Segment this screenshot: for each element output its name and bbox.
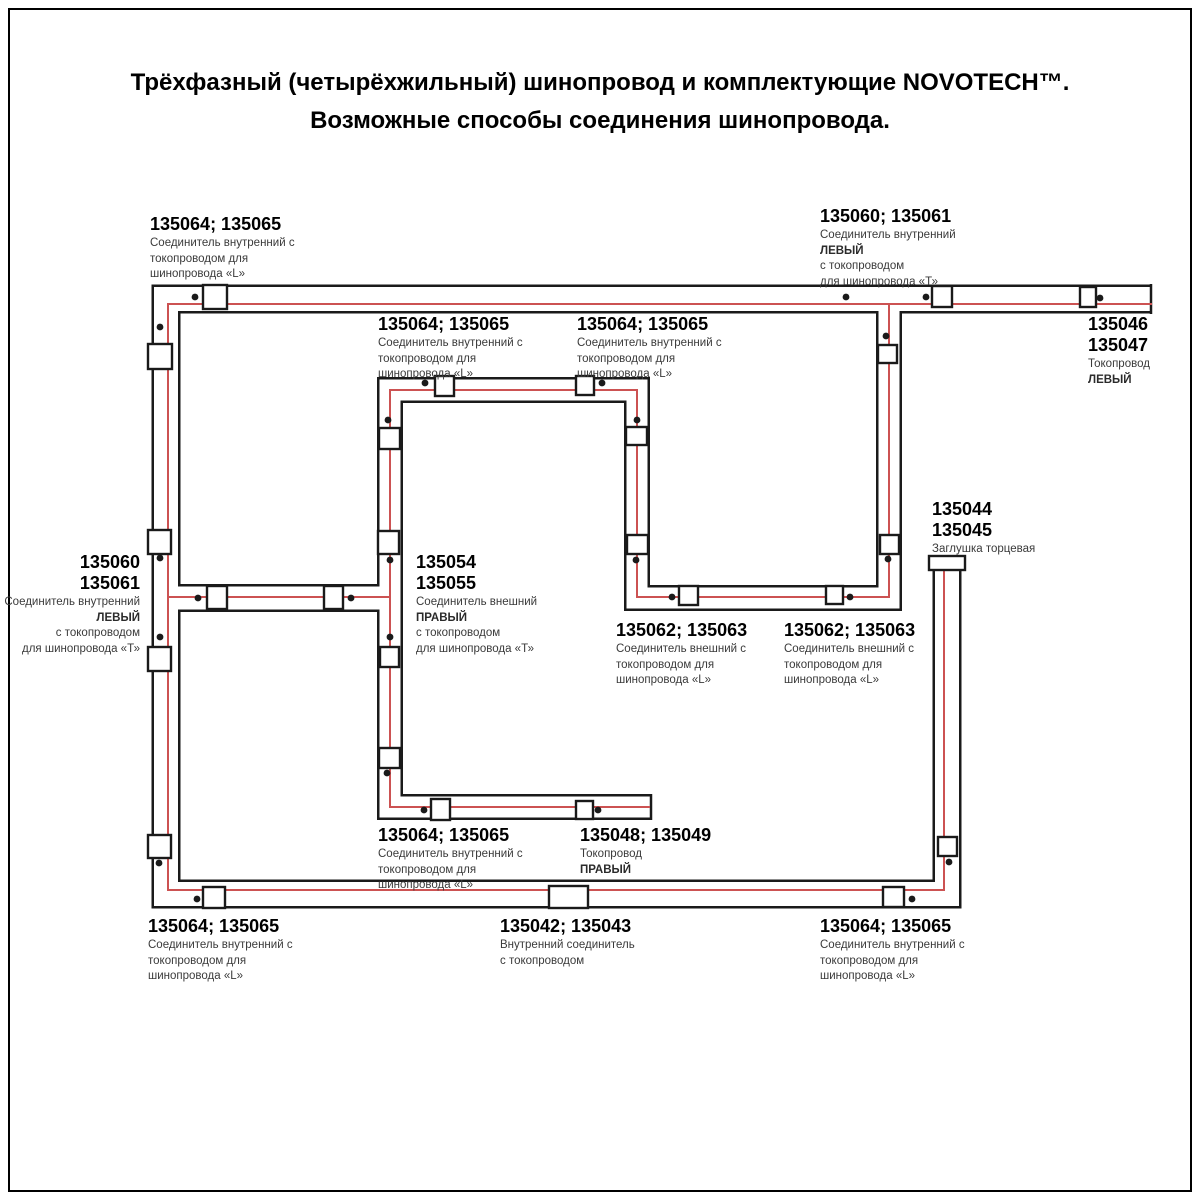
part-description-line: токопроводом для (378, 352, 477, 365)
part-description-line: с токопроводом (416, 627, 501, 639)
part-number: 135042; 135043 (500, 916, 632, 936)
part-label (932, 499, 1035, 557)
connector-box (379, 428, 400, 449)
part-number: 135064; 135065 (378, 825, 510, 845)
part-description-line: токопроводом для (616, 658, 715, 671)
end-cap (929, 556, 965, 570)
part-description-line: Соединитель внешний с (616, 643, 747, 655)
part-description-line: ЛЕВЫЙ (1088, 373, 1132, 386)
part-description-line: шинопровода «L» (577, 368, 673, 380)
part-description-line: ЛЕВЫЙ (820, 244, 864, 257)
part-description-line: шинопровода «L» (784, 674, 880, 686)
part-label (820, 206, 956, 289)
part-number: 135064; 135065 (150, 214, 282, 234)
part-number: 135064; 135065 (378, 314, 510, 334)
part-label (4, 552, 140, 656)
junction-dot (156, 860, 163, 867)
junction-dot (946, 859, 953, 866)
part-description-line: Соединитель внешний с (784, 643, 915, 655)
part-label (148, 916, 293, 984)
part-label (616, 620, 747, 688)
part-description-line: шинопровода «L» (150, 268, 246, 280)
connector-box (324, 586, 343, 609)
part-description-line: шинопровода «L» (148, 970, 244, 982)
part-description-line: Токопровод (1088, 358, 1150, 370)
part-label (500, 916, 635, 968)
part-number: 135055 (416, 573, 477, 593)
junction-dot (157, 634, 164, 641)
part-description-line: Соединитель внутренний (4, 596, 140, 608)
connector-box (576, 801, 593, 819)
connector-box (679, 586, 698, 605)
part-label (378, 825, 523, 893)
connector-box (878, 345, 897, 363)
junction-dot (1097, 295, 1104, 302)
connector-box (549, 886, 588, 908)
connector-box (932, 286, 952, 307)
part-description-line: Внутренний соединитель (500, 939, 635, 951)
part-description-line: Соединитель внутренний с (577, 337, 722, 349)
part-description-line: ПРАВЫЙ (580, 863, 632, 876)
connector-box (380, 647, 399, 667)
part-description-line: ПРАВЫЙ (416, 611, 468, 624)
junction-dot (595, 807, 602, 814)
junction-dot (909, 896, 916, 903)
junction-dot (195, 595, 202, 602)
part-description-line: Заглушка торцевая (932, 543, 1036, 555)
part-number: 135060 (79, 552, 140, 572)
part-number: 135047 (1088, 335, 1149, 355)
connector-box (883, 887, 904, 907)
part-description-line: токопроводом для (577, 352, 676, 365)
part-description-line: с токопроводом (500, 954, 585, 967)
part-description-line: Соединитель внутренний с (378, 337, 523, 349)
junction-dot (633, 557, 640, 564)
junction-dot (385, 417, 392, 424)
part-number: 135064; 135065 (820, 916, 952, 936)
part-number: 135062; 135063 (616, 620, 748, 640)
part-description-line: Соединитель внутренний с (820, 939, 965, 951)
part-description-line: для шинопровода «Т» (820, 275, 938, 288)
junction-dot (883, 333, 890, 340)
part-description-line: токопроводом для (148, 954, 247, 967)
connector-box (379, 748, 400, 768)
junction-dot (669, 594, 676, 601)
part-description-line: токопроводом для (784, 658, 883, 671)
part-description-line: шинопровода «L» (378, 879, 474, 891)
part-description-line: с токопроводом (55, 627, 140, 639)
part-label (1088, 314, 1150, 387)
part-description-line: Соединитель внешний (416, 596, 538, 608)
part-description-line: токопроводом для (150, 252, 249, 265)
title-line-1: Трёхфазный (четырёхжильный) шинопровод и комплектующие NOVOTECH™. (130, 69, 1070, 96)
part-number: 135044 (932, 499, 993, 519)
part-description-line: Соединитель внутренний (820, 229, 956, 241)
junction-dot (387, 634, 394, 641)
part-description-line: Соединитель внутренний с (148, 939, 293, 951)
part-description-line: для шинопровода «Т» (22, 642, 140, 655)
part-description-line: ЛЕВЫЙ (96, 611, 140, 624)
connector-box (378, 531, 399, 554)
part-description-line: с токопроводом (820, 260, 905, 272)
connector-box (826, 586, 843, 604)
part-description-line: шинопровода «L» (378, 368, 474, 380)
connector-box (203, 285, 227, 309)
connector-box (627, 535, 648, 554)
part-label (577, 314, 722, 382)
junction-dot (157, 555, 164, 562)
part-description-line: токопроводом для (378, 863, 477, 876)
part-number: 135064; 135065 (148, 916, 280, 936)
connector-box (1080, 287, 1096, 307)
junction-dot (192, 294, 199, 301)
part-number: 135045 (932, 520, 993, 540)
connector-box (148, 344, 172, 369)
part-description-line: Токопровод (580, 848, 642, 860)
connector-box (207, 586, 227, 609)
part-description-line: токопроводом для (820, 954, 919, 967)
part-number: 135054 (416, 552, 477, 572)
junction-dot (421, 807, 428, 814)
junction-dot (348, 595, 355, 602)
connector-box (148, 530, 171, 554)
part-description-line: шинопровода «L» (616, 674, 712, 686)
junction-dot (847, 594, 854, 601)
title-line-2: Возможные способы соединения шинопровода. (310, 107, 890, 134)
part-description-line: для шинопровода «Т» (416, 642, 534, 655)
part-number: 135064; 135065 (577, 314, 709, 334)
connector-box (148, 835, 171, 858)
part-label (784, 620, 915, 688)
connector-box (938, 837, 957, 856)
part-number: 135048; 135049 (580, 825, 712, 845)
part-description-line: Соединитель внутренний с (378, 848, 523, 860)
part-label (580, 825, 711, 877)
junction-dot (384, 770, 391, 777)
part-label (820, 916, 965, 984)
part-description-line: Соединитель внутренний с (150, 237, 295, 249)
connector-box (148, 647, 171, 671)
part-label (416, 552, 537, 656)
connector-box (626, 427, 647, 445)
junction-dot (885, 556, 892, 563)
part-label (150, 214, 295, 282)
junction-dot (157, 324, 164, 331)
part-label (378, 314, 523, 382)
connector-box (880, 535, 899, 554)
junction-dot (843, 294, 850, 301)
junction-dot (387, 557, 394, 564)
part-number: 135046 (1088, 314, 1149, 334)
part-number: 135061 (79, 573, 140, 593)
connector-box (431, 799, 450, 820)
junction-dot (923, 294, 930, 301)
part-number: 135062; 135063 (784, 620, 916, 640)
junction-dot (194, 896, 201, 903)
part-number: 135060; 135061 (820, 206, 952, 226)
part-description-line: шинопровода «L» (820, 970, 916, 982)
junction-dot (634, 417, 641, 424)
connector-box (203, 887, 225, 908)
